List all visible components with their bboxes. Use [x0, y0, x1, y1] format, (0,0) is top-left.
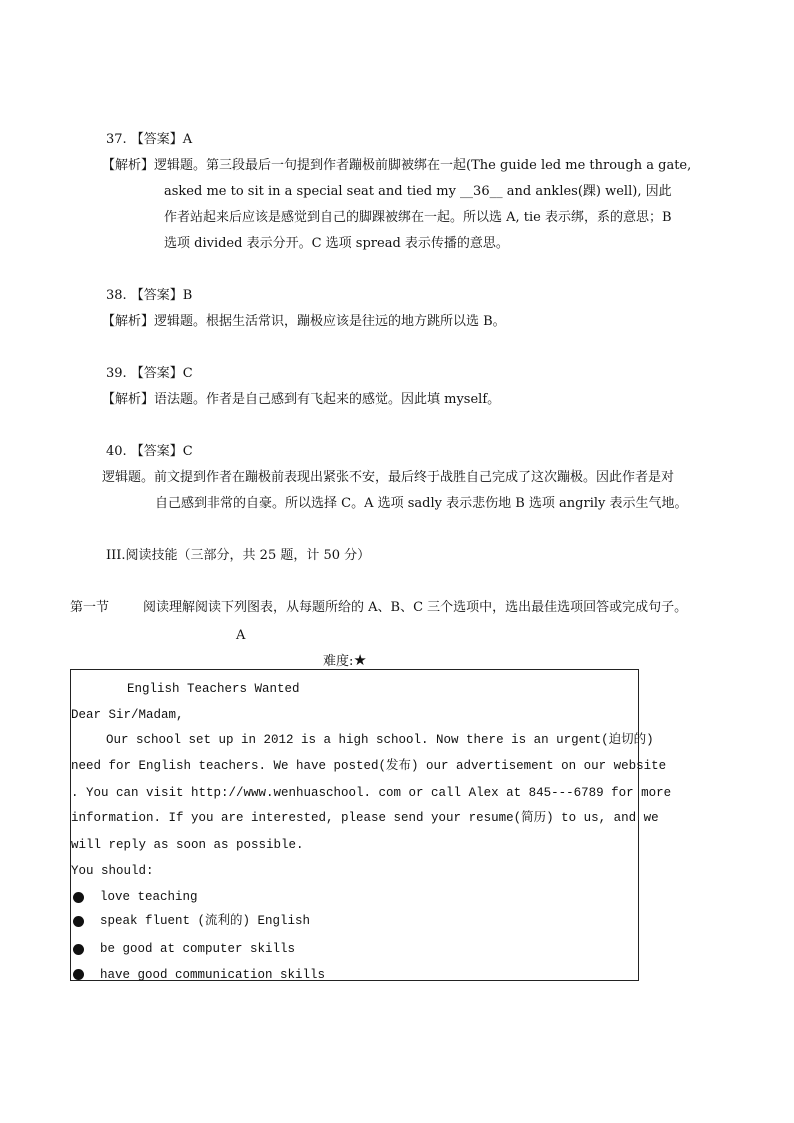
q39-answer: 39. 【答案】C	[106, 366, 193, 381]
passage-letter: A	[236, 628, 246, 643]
ad-requirements-heading: You should:	[71, 864, 154, 878]
q40-answer: 40. 【答案】C	[106, 444, 193, 459]
bullet-icon	[73, 969, 84, 980]
bullet-icon	[73, 944, 84, 955]
bullet-icon	[73, 916, 84, 927]
ad-paragraph-line-4: information. If you are interested, please send your resume(简历) to us, and we	[71, 811, 659, 825]
star-icon: ★	[353, 651, 367, 669]
difficulty-label: 难度:	[323, 654, 354, 669]
ad-paragraph-line-2: need for English teachers. We have posted(发布) our advertisement on our website	[71, 759, 667, 773]
ad-paragraph-line-5: will reply as soon as possible.	[71, 838, 304, 852]
q37-answer: 37. 【答案】A	[106, 132, 193, 147]
q37-analysis-line-2: asked me to sit in a special seat and tied my __36__ and ankles(踝) well), 因此	[164, 184, 672, 199]
requirement-item: be good at computer skills	[100, 942, 296, 956]
requirement-item: speak fluent (流利的) English	[100, 914, 311, 928]
q37-analysis-line-3: 作者站起来后应该是感觉到自己的脚踝被绑在一起。所以选 A, tie 表示绑，系的意思；B	[164, 210, 672, 225]
q38-analysis: 【解析】逻辑题。根据生活常识，蹦极应该是往远的地方跳所以选 B。	[102, 314, 506, 329]
bullet-icon	[73, 892, 84, 903]
ad-paragraph-line-3: . You can visit http://www.wenhuaschool. com or call Alex at 845---6789 for more	[71, 786, 672, 800]
q40-analysis-line-2: 自己感到非常的自豪。所以选择 C。A 选项 sadly 表示悲伤地 B 选项 angrily 表示生气地。	[155, 496, 688, 511]
section-heading: III.阅读技能（三部分，共 25 题，计 50 分）	[106, 548, 371, 563]
ad-paragraph-line-1: Our school set up in 2012 is a high school. Now there is an urgent(迫切的)	[106, 733, 654, 747]
advertisement-box	[70, 669, 672, 982]
q38-answer: 38. 【答案】B	[106, 288, 193, 303]
part-label: 第一节	[70, 600, 110, 615]
q39-analysis: 【解析】语法题。作者是自己感到有飞起来的感觉。因此填 myself。	[102, 392, 501, 407]
requirement-item: love teaching	[100, 890, 198, 904]
q37-analysis-line-4: 选项 divided 表示分开。C 选项 spread 表示传播的意思。	[164, 236, 509, 251]
requirement-item: have good communication skills	[100, 968, 326, 982]
q37-analysis-line-1: 【解析】逻辑题。第三段最后一句提到作者蹦极前脚被绑在一起(The guide led me through a gate,	[102, 158, 692, 173]
ad-title: English Teachers Wanted	[127, 682, 300, 696]
q40-analysis-line-1: 逻辑题。前文提到作者在蹦极前表现出紧张不安，最后终于战胜自己完成了这次蹦极。因此作者是对	[102, 470, 675, 485]
ad-greeting: Dear Sir/Madam,	[71, 708, 184, 722]
part-instructions: 阅读理解阅读下列图表，从每题所给的 A、B、C 三个选项中，选出最佳选项回答或完成句子。	[143, 600, 688, 615]
